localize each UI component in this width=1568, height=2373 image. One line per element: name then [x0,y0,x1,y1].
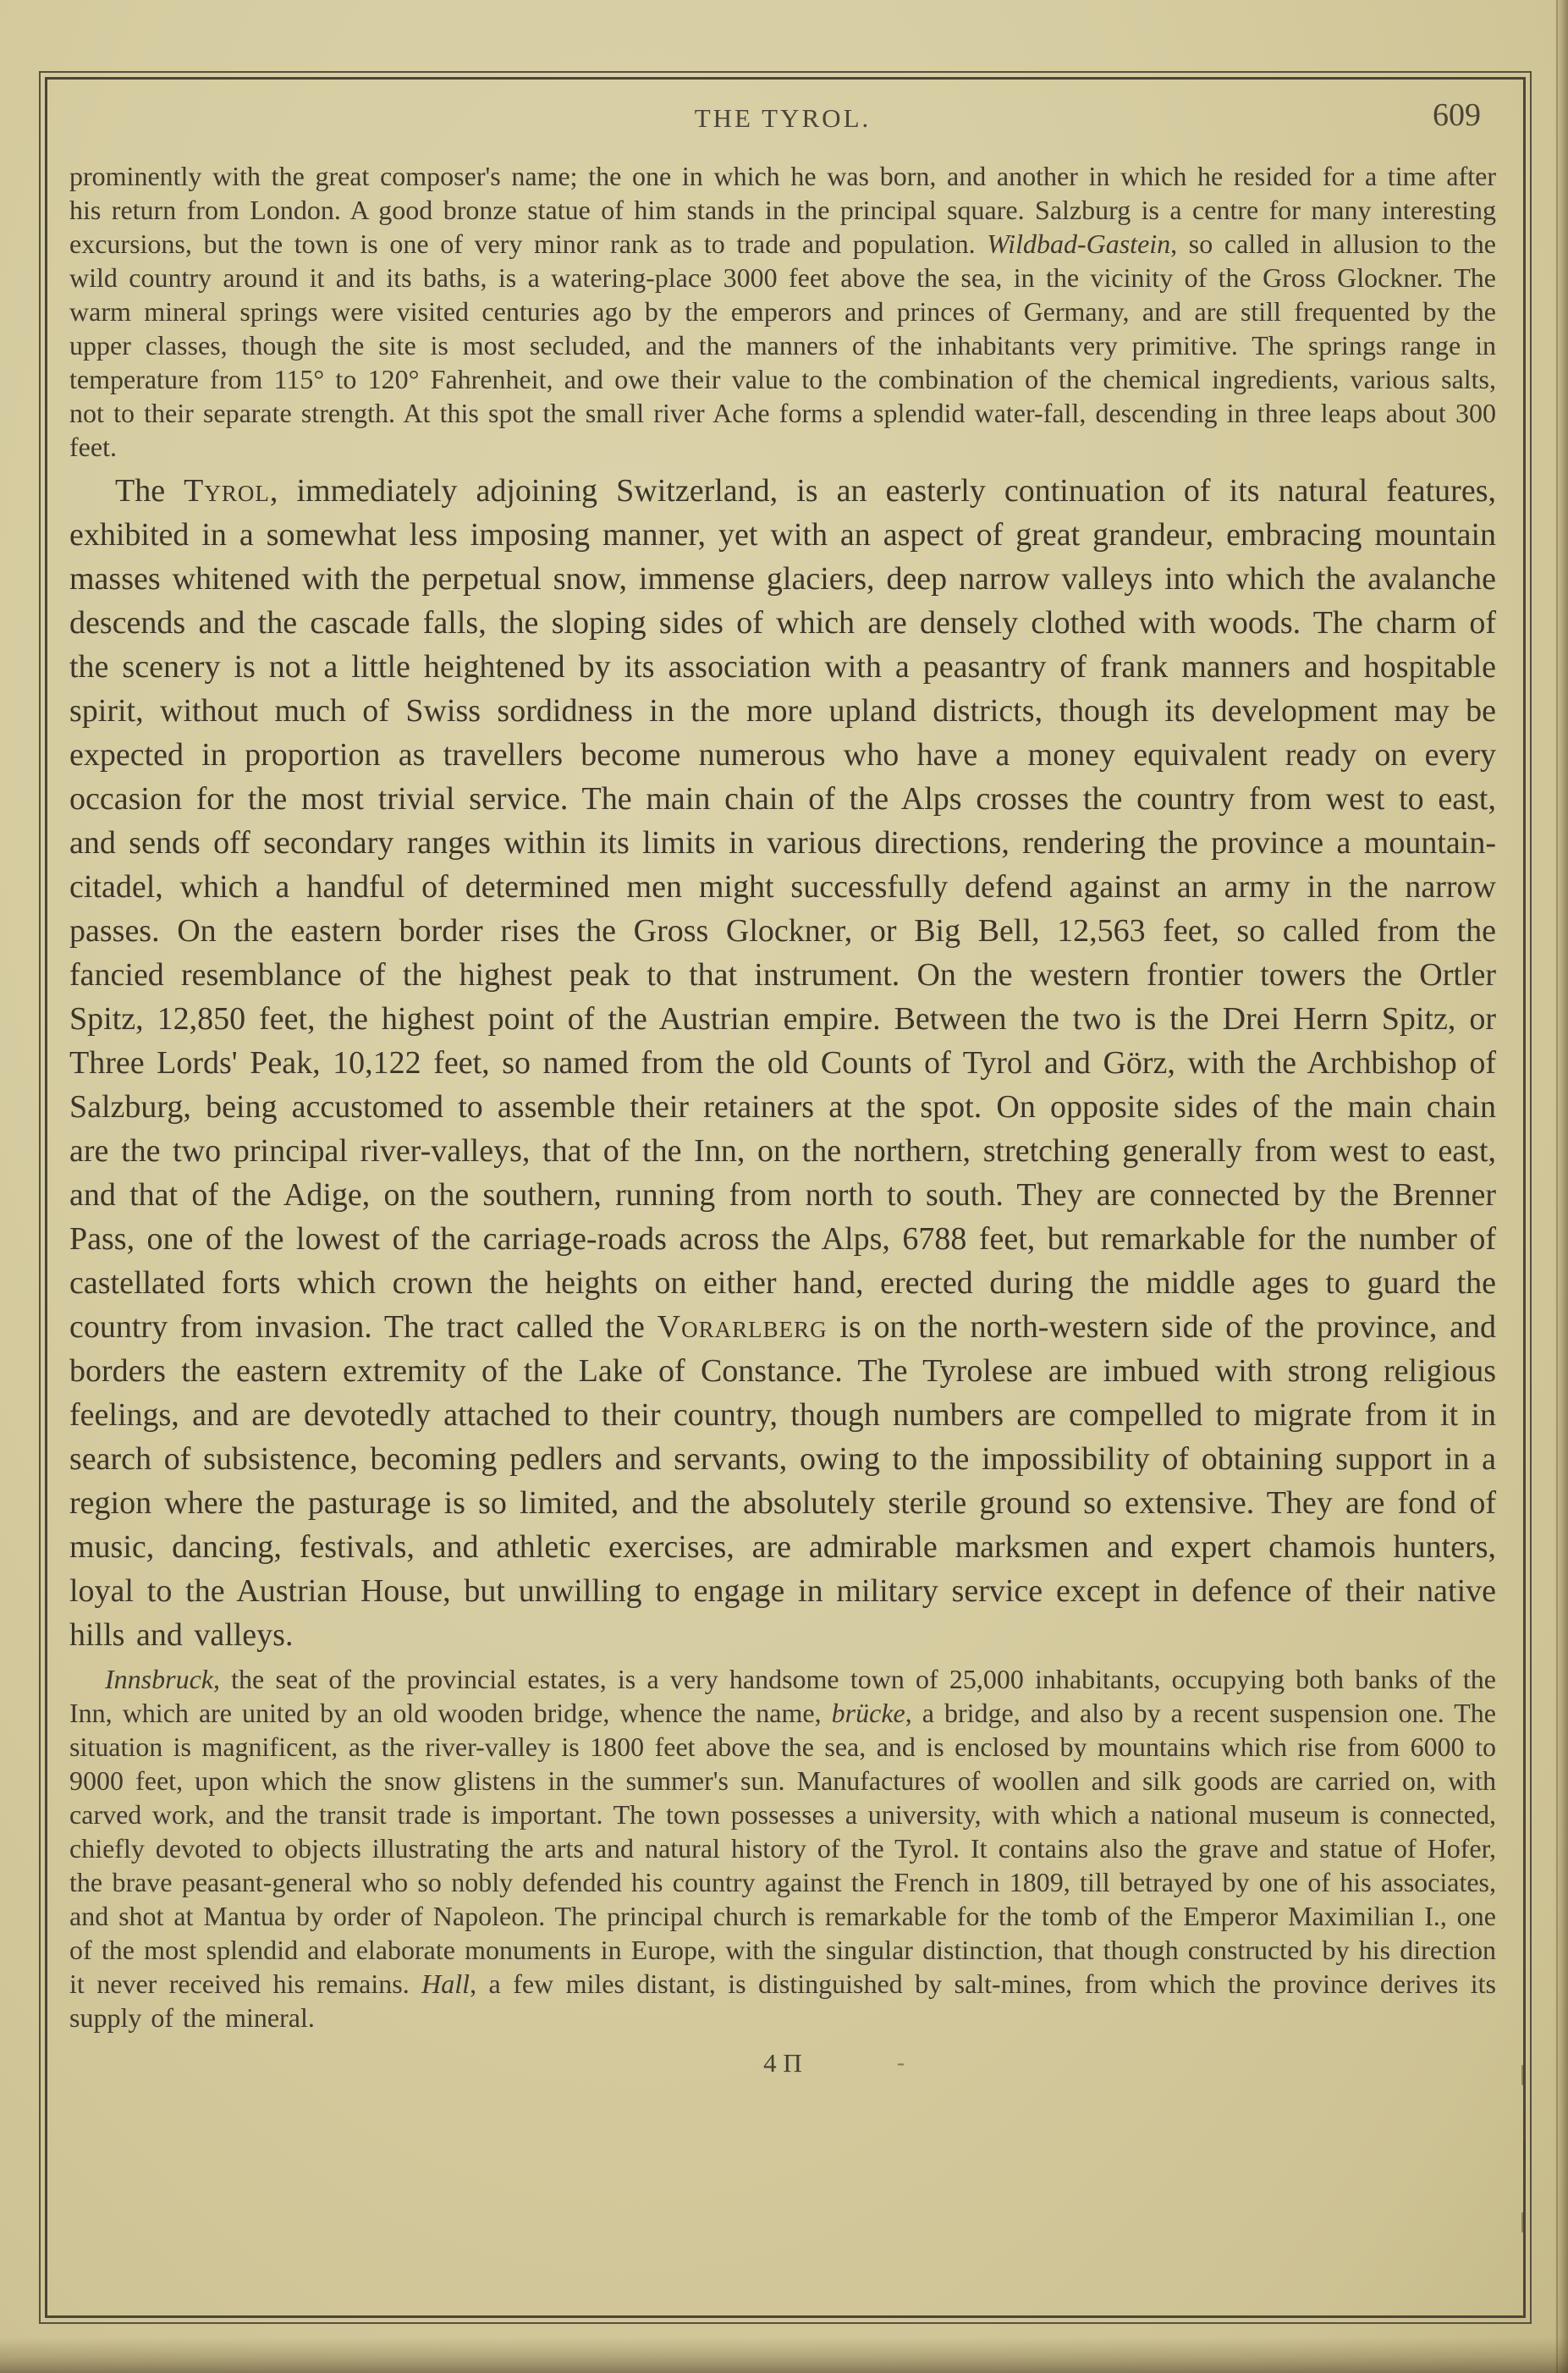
margin-mark [1521,2212,1524,2233]
page-border-inner-rule [45,77,1526,2318]
text-run: The [115,473,184,509]
text-run: brücke [831,1698,905,1728]
margin-mark [1523,2141,1526,2161]
text-run: , a few miles distant, is distinguished by salt-mines, from which the province derives its supply of the mineral. [69,1968,1497,2033]
text-run: Hall [421,1968,470,1999]
text-run: , immediately adjoining Switzerland, is an easterly continuation of its natural features, exhibited in a somewhat less imposing manner, yet with an aspect of great grandeur, embracing mountain masses whitened with the perpetual snow, immense glaciers, deep narrow valleys into which the avalanche descends and the cascade falls, the sloping sides of which are densely clothed with woods. The charm of the scenery is not a little heightened by its association with a peasantry of frank manners and hospitable spirit, without much of Swiss sordidness in the more upland districts, though its development may be expected in proportion as travellers become numerous who have a money equivalent ready on every occasion for the most trivial service. The main chain of the Alps crosses the country from west to east, and sends off secondary ranges within its limits in various directions, rendering the province a mountain-citadel, which a handful of determined men might successfully defend against an army in the narrow passes. On the eastern border rises the Gross Glockner, or Big Bell, 12,563 feet, so called from the fancied resemblance of the highest peak to that instrument. On the western frontier towers the Ortler Spitz, 12,850 feet, the highest point of the Austrian empire. Between the two is the Drei Herrn Spitz, or Three Lords' Peak, 10,122 feet, so named from the old Counts of Tyrol and Görz, with the Archbishop of Salzburg, being accustomed to assemble their retainers at the spot. On opposite sides of the main chain are the two principal river-valleys, that of the Inn, on the northern, stretching generally from west to east, and that of the Adige, on the southern, running from north to south. They are connected by the Brenner Pass, one of the lowest of the carriage-roads across the Alps, 6788 feet, but remarkable for the number of castellated forts which crown the heights on either hand, erected during the middle ages to guard the country from invasion. The tract called the [69,473,1496,1345]
text-run: prominently with the great composer's name; the one in which he was born, and another in which he resided for a time after his return from London. A good bronze statue of him stands in the principal square. Salzburg is a centre for many interesting excursions, but the town is one of very minor rank as to trade and population. [69,161,1496,259]
printer-signature: 4 Π [763,2048,802,2078]
innsbruck-paragraph [69,1662,1496,2034]
salzburg-gastein-paragraph [69,159,1496,464]
margin-mark [1521,2065,1524,2085]
text-run: Innsbruck [105,1664,213,1694]
stray-mark: - [896,2050,905,2076]
page-title: THE TYROL. [694,103,872,133]
text-run: , so called in allusion to the wild country around it and its baths, is a watering-place 3000 feet above the sea, in the vicinity of the Gross Glockner. The warm mineral springs were visited centuries ago by the emperors and princes of Germany, and are still frequented by the upper classes, though the site is most secluded, and the manners of the inhabitants very primitive. The springs range in temperature from 115° to 120° Fahrenheit, and owe their value to the combination of the chemical ingredients, various salts, not to their separate strength. At this spot the small river Ache forms a splendid water-fall, descending in three leaps about 300 feet. [69,228,1497,462]
signature-line [69,2048,1496,2078]
running-head [69,96,1496,146]
text-run: Vorarlberg [657,1309,828,1345]
text-run: is on the north-western side of the province, and borders the eastern extremity of the Lake of Constance. The Tyrolese are imbued with strong religious feelings, and are devotedly attached to their country, though numbers are compelled to migrate from it in search of subsistence, becoming pedlers and servants, owing to the impossibility of obtaining support in a region where the pasturage is so limited, and the absolutely sterile ground so extensive. They are fond of music, dancing, festivals, and athletic exercises, are admirable marksmen and expert chamois hunters, loyal to the Austrian House, but unwilling to engage in military service except in defence of their native hills and valleys. [69,1309,1496,1653]
text-run: Wildbad-Gastein [987,228,1171,259]
book-page-edge-right [1554,0,1568,2373]
page-content [47,80,1523,2315]
text-run: Tyrol [184,473,270,509]
text-run: , a bridge, and also by a recent suspension one. The situation is magnificent, as the river-valley is 1800 feet above the sea, and is enclosed by mountains which rise from 6000 to 9000 feet, upon which the snow glistens in the summer's sun. Manufactures of woollen and silk goods are carried on, with carved work, and the transit trade is important. The town possesses a university, with which a national museum is connected, chiefly devoted to objects illustrating the arts and natural history of the Tyrol. It contains also the grave and statue of Hofer, the brave peasant-general who so nobly defended his country against the French in 1809, till betrayed by one of his associates, and shot at Mantua by order of Napoleon. The principal church is remarkable for the tomb of the Emperor Maximilian I., one of the most splendid and elaborate monuments in Europe, with the singular distinction, that though constructed by his direction it never received his remains. [69,1698,1497,1999]
page-border [39,71,1532,2324]
page-number: 609 [1433,97,1481,133]
text-run: , the seat of the provincial estates, is a very handsome town of 25,000 inhabitants, occupying both banks of the Inn, which are united by an old wooden bridge, whence the name, [69,1664,1496,1728]
tyrol-main-paragraph [69,469,1496,1657]
book-page-edge-bottom [0,2337,1568,2373]
